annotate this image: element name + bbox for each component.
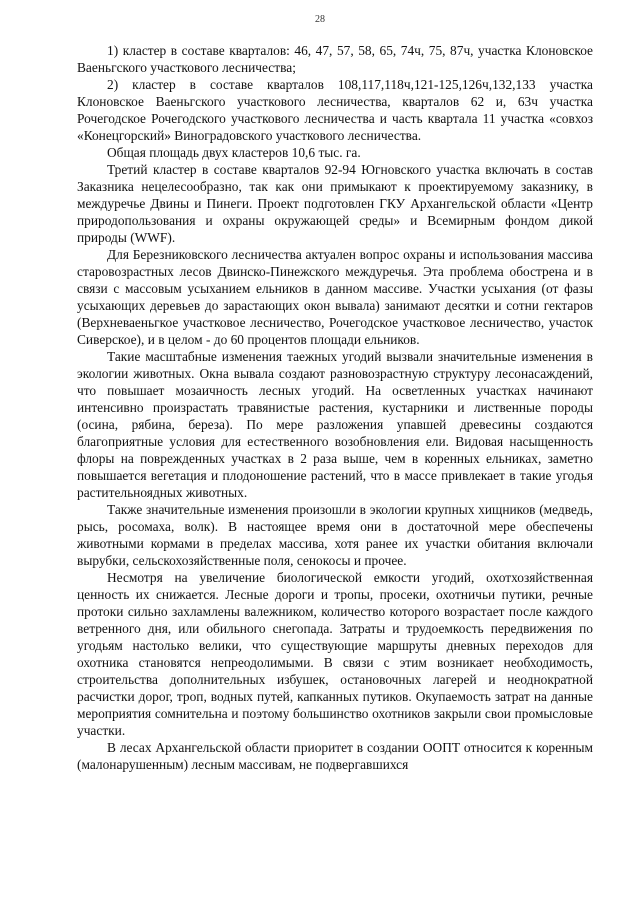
paragraph-bereznikovsky: Для Березниковского лесничества актуален вопрос охраны и использования массива старовозрастных лесов Двинско-Пинежского междуречья. Эта проблема обострена и в связи с массовым усыханием ельников в данном массиве. Участки усыхания (от фазы усыхающих деревьев до зарастающих окон вывала) занимают десятки и сотни гектаров (Верхневаеньгкое участковое лесничество, Рочегодское участковое лесничество, участок Сиверское), и в целом - до 60 процентов площади ельников. [77, 247, 593, 347]
paragraph-ecology-changes: Такие масштабные изменения таежных угодий вызвали значительные изменения в экологии животных. Окна вывала создают разновозрастную структуру лесонасаждений, что повышает мозаичность лесных угодий. На осветленных участках начинают интенсивно произрастать травянистые растения, кустарники и лиственные породы (осина, рябина, береза). По мере разложения упавшей древесины создаются благоприятные условия для естественного возобновления ели. Видовая насыщенность флоры на поврежденных участках в 2 раза выше, чем в коренных ельниках, заметно повышается вегетация и плодоношение растений, что в массе привлекает в такие угодья растительноядных животных. [77, 349, 593, 500]
paragraph-total-area: Общая площадь двух кластеров 10,6 тыс. га. [107, 145, 361, 160]
paragraph-hunting-value: Несмотря на увеличение биологической емкости угодий, охотхозяйственная ценность их снижается. Лесные дороги и тропы, просеки, охотничьи путики, речные протоки сильно захламлены валежником, количество которого возрастает после каждого ветренного дня, или обильного снегопада. Затраты и трудоемкость передвижения по угодьям настолько велики, что существующие маршруты дневных переходов для охотника становятся непреодолимыми. В связи с этим возникает необходимость, строительства дополнительных избушек, остановочных лагерей и неоднократной расчистки дорог, троп, водных путей, капканных путиков. Окупаемость затрат на данные мероприятия сомнительна и поэтому большинство охотников закрыли свои промысловые участки. [77, 570, 593, 738]
paragraph-cluster-1: 1) кластер в составе кварталов: 46, 47, 57, 58, 65, 74ч, 75, 87ч, участка Клоновское Ваеньгского участкового лесничества; [77, 43, 593, 75]
document-body [77, 42, 593, 773]
page-number: 28 [315, 14, 325, 25]
paragraph-protected-areas: В лесах Архангельской области приоритет в создании ООПТ относится к коренным (малонарушенным) лесным массивам, не подвергавшихся [77, 740, 593, 772]
paragraph-cluster-2: 2) кластер в составе кварталов 108,117,118ч,121-125,126ч,132,133 участка Клоновское Ваеньгского участкового лесничества, кварталов 62 и, 63ч участка Рочегодское Рочегодского участкового лесничества и часть квартала 11 участка «совхоз «Конецгорский» Виноградовского участкового лесничества. [77, 77, 593, 143]
paragraph-predators: Также значительные изменения произошли в экологии крупных хищников (медведь, рысь, росомаха, волк). В настоящее время они в достаточной мере обеспечены животными кормами в пределах массива, хотя ранее их участки обитания включали вырубки, сельскохозяйственные поля, сенокосы и прочее. [77, 502, 593, 568]
paragraph-third-cluster: Третий кластер в составе кварталов 92-94 Югновского участка включать в состав Заказника нецелесообразно, так как они примыкают к проектируемому заказнику, в междуречье Двины и Пинеги. Проект подготовлен ГКУ Архангельской области «Центр природопользования и охраны окружающей среды» и Всемирным фондом дикой природы (WWF). [77, 162, 593, 245]
